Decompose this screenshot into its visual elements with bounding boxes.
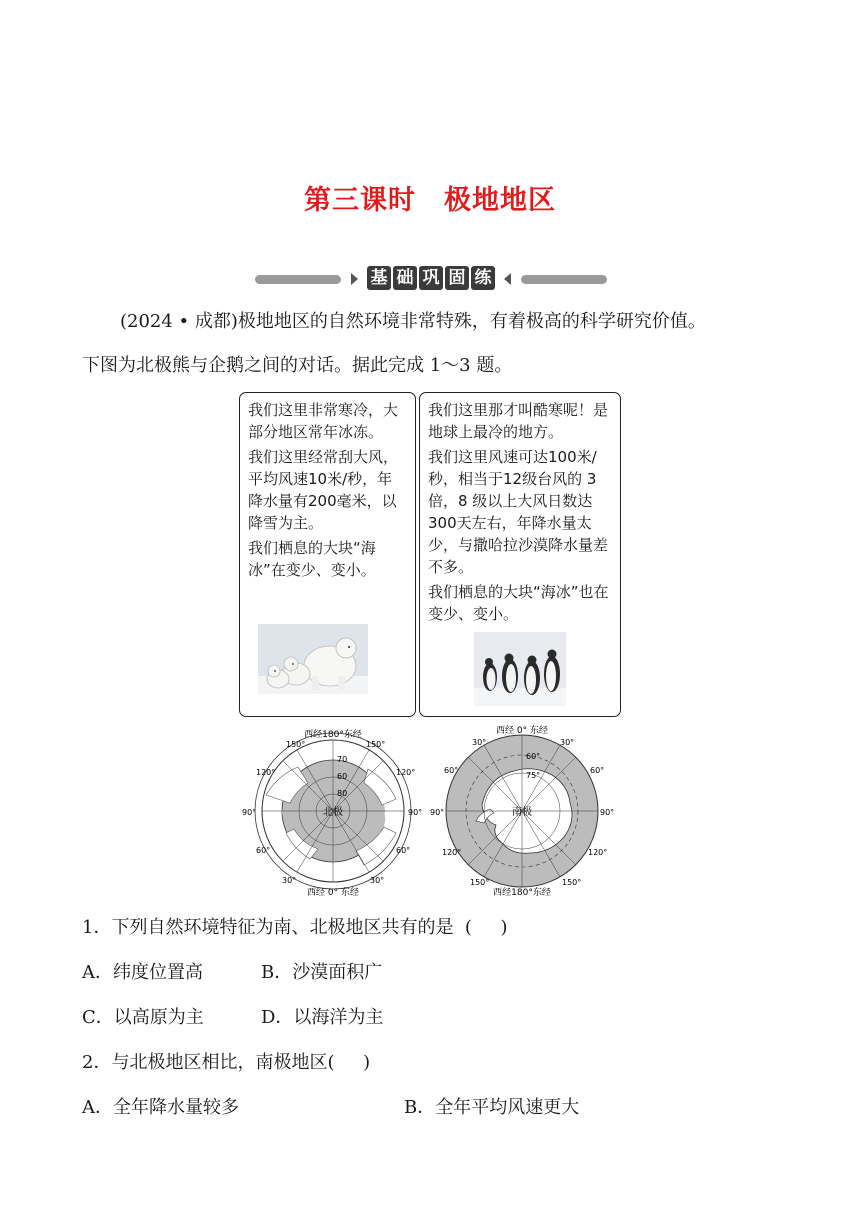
map-label: 90° [408, 808, 423, 817]
banner-char: 础 [393, 266, 417, 290]
banner-bar-left [255, 275, 341, 284]
map-label: 150° [286, 740, 306, 749]
question-1-option-d[interactable]: D．以海洋为主 [261, 1007, 384, 1028]
map-label: 60° [444, 766, 459, 775]
map-label: 60 [337, 772, 348, 781]
map-label: 120° [442, 848, 462, 857]
north-pole-map [238, 725, 428, 897]
map-label: 西经180°东经 [493, 888, 551, 897]
section-banner [255, 266, 607, 296]
polar-bear-photo [258, 624, 368, 694]
map-label: 30° [282, 876, 297, 885]
map-label: 150° [470, 878, 490, 887]
map-label: 60° [256, 846, 271, 855]
page-title [0, 178, 860, 217]
banner-label [365, 266, 497, 290]
title-part1: 第三课时 [304, 185, 416, 216]
map-label: 南极 [512, 807, 532, 818]
intro-line-1: (2024 • 成都)极地地区的自然环境非常特殊，有着极高的科学研究价值。 [120, 311, 706, 332]
bubble-text: 我们这里风速可达100米/秒，相当于12级台风的 3 倍，8 级以上大风日数达300天左右，年降水量太少，与撒哈拉沙漠降水量差不多。 [428, 448, 609, 576]
map-label: 30° [560, 738, 575, 747]
map-label: 西经180°东经 [304, 730, 362, 740]
penguin-photo [474, 632, 566, 706]
map-label: 西经 0° 东经 [307, 888, 359, 897]
map-label: 120° [588, 848, 608, 857]
map-label: 北极 [323, 807, 343, 818]
banner-arrow-left-icon [504, 273, 511, 285]
banner-char: 巩 [419, 266, 443, 290]
bubble-text: 我们这里非常寒冷，大部分地区常年冰冻。 [248, 401, 399, 441]
question-1-stem: 1．下列自然环境特征为南、北极地区共有的是 ( ) [82, 917, 508, 938]
map-label: 150° [562, 878, 582, 887]
banner-char: 练 [471, 266, 495, 290]
question-2-stem: 2．与北极地区相比，南极地区( ) [82, 1052, 371, 1073]
banner-char: 基 [367, 266, 391, 290]
map-label: 60° [526, 752, 541, 761]
map-label: 120° [256, 768, 276, 777]
question-1-option-b[interactable]: B．沙漠面积广 [261, 962, 383, 983]
banner-char: 固 [445, 266, 469, 290]
question-2-option-a[interactable]: A．全年降水量较多 [82, 1097, 239, 1118]
question-2-option-b[interactable]: B．全年平均风速更大 [404, 1097, 580, 1118]
map-label: 75° [526, 771, 541, 780]
map-label: 80 [337, 789, 348, 798]
map-label: 90° [242, 808, 257, 817]
map-label: 90° [600, 808, 615, 817]
map-label: 30° [472, 738, 487, 747]
map-label: 60° [590, 766, 605, 775]
banner-bar-right [521, 275, 607, 284]
map-label: 西经 0° 东经 [496, 726, 548, 736]
south-pole-map [430, 725, 616, 897]
map-label: 90° [430, 808, 445, 817]
title-part2: 极地地区 [444, 185, 556, 216]
map-label: 120° [396, 768, 416, 777]
bubble-text: 我们栖息的大块“海冰”也在变少、变小。 [428, 583, 609, 623]
question-1-option-a[interactable]: A．纬度位置高 [82, 962, 203, 983]
map-label: 70 [337, 755, 348, 764]
map-label: 150° [366, 740, 386, 749]
bubble-text: 我们这里那才叫酷寒呢！是地球上最冷的地方。 [428, 401, 609, 441]
bubble-text: 我们栖息的大块“海冰”在变少、变小。 [248, 539, 376, 579]
banner-arrow-right-icon [351, 273, 358, 285]
bubble-text: 我们这里经常刮大风，平均风速10米/秒，年降水量有200毫米，以降雪为主。 [248, 448, 399, 532]
question-1-option-c[interactable]: C．以高原为主 [82, 1007, 204, 1028]
map-label: 30° [370, 876, 385, 885]
intro-line-2: 下图为北极熊与企鹅之间的对话。据此完成 1～3 题。 [82, 355, 513, 376]
map-label: 60° [396, 846, 411, 855]
